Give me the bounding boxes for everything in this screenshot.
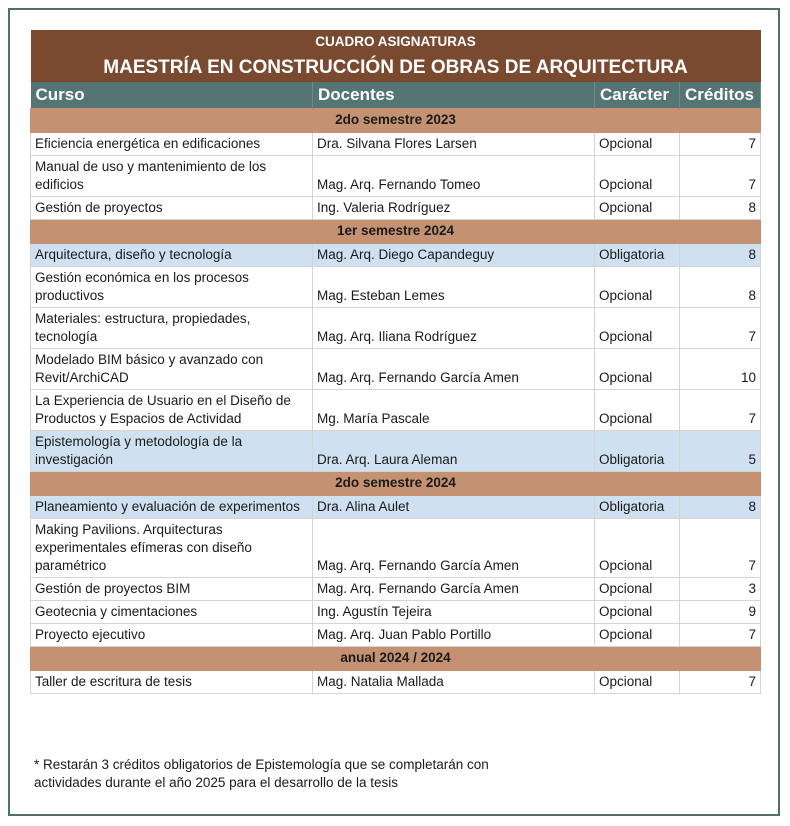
cell-creditos: 8 bbox=[680, 266, 761, 307]
table-row bbox=[31, 670, 761, 693]
cell-curso: Modelado BIM básico y avanzado con Revit/ArchiCAD bbox=[31, 348, 313, 389]
cell-creditos: 7 bbox=[680, 670, 761, 693]
cell-curso: Epistemología y metodología de la investigación bbox=[31, 430, 313, 471]
cell-docente: Mag. Arq. Fernando García Amen bbox=[313, 348, 595, 389]
cell-curso: Gestión de proyectos BIM bbox=[31, 577, 313, 600]
table-row bbox=[31, 266, 761, 307]
table-row bbox=[31, 577, 761, 600]
cell-curso: Geotecnia y cimentaciones bbox=[31, 600, 313, 623]
cell-curso: Gestión de proyectos bbox=[31, 196, 313, 219]
cell-curso: Manual de uso y mantenimiento de los edificios bbox=[31, 155, 313, 196]
cell-creditos: 9 bbox=[680, 600, 761, 623]
cell-curso: Arquitectura, diseño y tecnología bbox=[31, 243, 313, 266]
cell-caracter: Opcional bbox=[595, 196, 680, 219]
cell-creditos: 8 bbox=[680, 495, 761, 518]
cell-docente: Ing. Agustín Tejeira bbox=[313, 600, 595, 623]
table-row bbox=[31, 518, 761, 577]
courses-table bbox=[30, 30, 761, 694]
section-header-row bbox=[31, 646, 761, 670]
cell-curso: Taller de escritura de tesis bbox=[31, 670, 313, 693]
cell-docente: Mag. Arq. Juan Pablo Portillo bbox=[313, 623, 595, 646]
section-label: 1er semestre 2024 bbox=[31, 219, 761, 243]
cell-docente: Ing. Valeria Rodríguez bbox=[313, 196, 595, 219]
cell-docente: Mg. María Pascale bbox=[313, 389, 595, 430]
cell-caracter: Opcional bbox=[595, 577, 680, 600]
footnote: * Restarán 3 créditos obligatorios de Epistemología que se completarán con actividades durante el año 2025 para el desarrollo de la tesis bbox=[34, 757, 489, 790]
cell-curso: Making Pavilions. Arquitecturas experimentales efímeras con diseño paramétrico bbox=[31, 518, 313, 577]
column-header-docentes: Docentes bbox=[313, 82, 595, 108]
cell-caracter: Obligatoria bbox=[595, 243, 680, 266]
cell-docente: Mag. Arq. Fernando García Amen bbox=[313, 577, 595, 600]
table-row bbox=[31, 430, 761, 471]
section-header-row bbox=[31, 219, 761, 243]
table-title: MAESTRÍA EN CONSTRUCCIÓN DE OBRAS DE ARQUITECTURA bbox=[31, 54, 761, 82]
table-row bbox=[31, 348, 761, 389]
column-header-curso: Curso bbox=[31, 82, 313, 108]
table-row bbox=[31, 389, 761, 430]
section-label: anual 2024 / 2024 bbox=[31, 646, 761, 670]
cell-creditos: 7 bbox=[680, 307, 761, 348]
table-caption: CUADRO ASIGNATURAS bbox=[31, 30, 761, 54]
cell-curso: Planeamiento y evaluación de experimentos bbox=[31, 495, 313, 518]
cell-creditos: 8 bbox=[680, 196, 761, 219]
cell-caracter: Opcional bbox=[595, 266, 680, 307]
cell-creditos: 3 bbox=[680, 577, 761, 600]
section-header-row bbox=[31, 108, 761, 132]
cell-caracter: Opcional bbox=[595, 518, 680, 577]
cell-docente: Mag. Arq. Fernando García Amen bbox=[313, 518, 595, 577]
cell-creditos: 7 bbox=[680, 623, 761, 646]
cell-curso: Eficiencia energética en edificaciones bbox=[31, 132, 313, 155]
section-label: 2do semestre 2023 bbox=[31, 108, 761, 132]
cell-caracter: Obligatoria bbox=[595, 495, 680, 518]
table-row bbox=[31, 623, 761, 646]
cell-docente: Mag. Natalia Mallada bbox=[313, 670, 595, 693]
section-label: 2do semestre 2024 bbox=[31, 471, 761, 495]
cell-caracter: Opcional bbox=[595, 623, 680, 646]
cell-docente: Mag. Esteban Lemes bbox=[313, 266, 595, 307]
cell-caracter: Obligatoria bbox=[595, 430, 680, 471]
table-row bbox=[31, 495, 761, 518]
cell-docente: Mag. Arq. Diego Capandeguy bbox=[313, 243, 595, 266]
cell-caracter: Opcional bbox=[595, 600, 680, 623]
courses-table-container bbox=[30, 30, 760, 694]
cell-docente: Dra. Alina Aulet bbox=[313, 495, 595, 518]
cell-docente: Mag. Arq. Iliana Rodríguez bbox=[313, 307, 595, 348]
cell-docente: Dra. Arq. Laura Aleman bbox=[313, 430, 595, 471]
cell-caracter: Opcional bbox=[595, 670, 680, 693]
cell-caracter: Opcional bbox=[595, 307, 680, 348]
cell-caracter: Opcional bbox=[595, 155, 680, 196]
table-row bbox=[31, 132, 761, 155]
table-row bbox=[31, 196, 761, 219]
table-row bbox=[31, 600, 761, 623]
table-row bbox=[31, 307, 761, 348]
column-header-caracter: Carácter bbox=[595, 82, 680, 108]
cell-curso: Proyecto ejecutivo bbox=[31, 623, 313, 646]
cell-caracter: Opcional bbox=[595, 132, 680, 155]
cell-caracter: Opcional bbox=[595, 348, 680, 389]
cell-curso: Gestión económica en los procesos productivos bbox=[31, 266, 313, 307]
cell-creditos: 10 bbox=[680, 348, 761, 389]
cell-creditos: 5 bbox=[680, 430, 761, 471]
cell-docente: Mag. Arq. Fernando Tomeo bbox=[313, 155, 595, 196]
cell-curso: La Experiencia de Usuario en el Diseño de Productos y Espacios de Actividad bbox=[31, 389, 313, 430]
cell-creditos: 7 bbox=[680, 518, 761, 577]
cell-creditos: 7 bbox=[680, 132, 761, 155]
cell-creditos: 7 bbox=[680, 155, 761, 196]
cell-creditos: 7 bbox=[680, 389, 761, 430]
table-row bbox=[31, 243, 761, 266]
column-header-creditos: Créditos bbox=[680, 82, 761, 108]
cell-caracter: Opcional bbox=[595, 389, 680, 430]
section-header-row bbox=[31, 471, 761, 495]
cell-curso: Materiales: estructura, propiedades, tecnología bbox=[31, 307, 313, 348]
cell-creditos: 8 bbox=[680, 243, 761, 266]
table-row bbox=[31, 155, 761, 196]
cell-docente: Dra. Silvana Flores Larsen bbox=[313, 132, 595, 155]
